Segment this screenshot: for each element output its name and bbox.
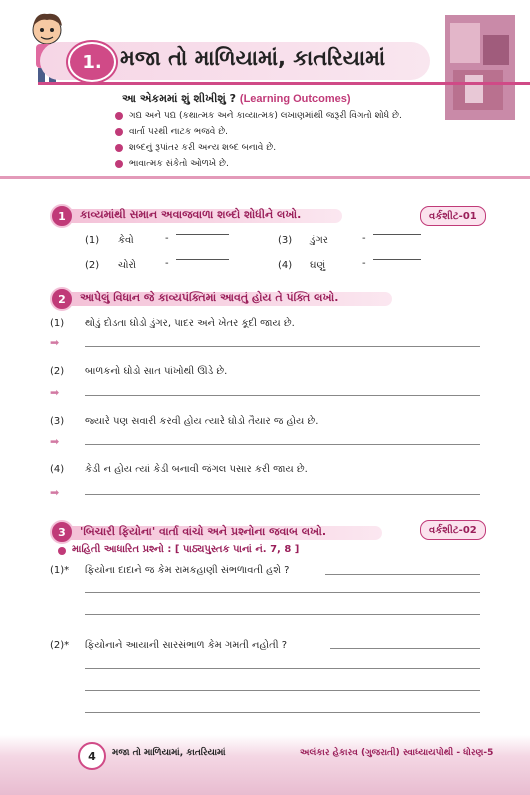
dash: -	[362, 258, 366, 269]
answer-line[interactable]	[330, 648, 480, 649]
question-text: ફિયોનાને આયાની સારસંભાળ કેમ ગમતી નહોતી ?	[85, 640, 288, 651]
question-text: ફિયોના દાદાને જ કેમ રામકહાણી સંભળાવતી હશે ?	[85, 565, 290, 576]
section-2-number: 2	[50, 287, 74, 311]
rhyme-word: ઘણું	[310, 260, 326, 271]
answer-line[interactable]	[85, 346, 480, 347]
section-2-title: આપેલું વિધાન જે કાવ્યપંક્તિમાં આવતું હોય તે પંક્તિ લખો.	[80, 291, 339, 304]
chapter-number-badge: 1.	[68, 42, 116, 82]
section-3-number: 3	[50, 520, 74, 544]
item-number: (2)	[50, 366, 65, 377]
bullet-icon	[115, 144, 123, 152]
answer-line[interactable]	[85, 614, 480, 615]
answer-line	[373, 234, 421, 235]
answer-line[interactable]	[85, 690, 480, 691]
sub-heading: માહિતી આધારિત પ્રશ્નો : [ પાઠ્યપુસ્તક પાનાં નં. 7, 8 ]	[72, 544, 300, 555]
answer-line[interactable]	[85, 395, 480, 396]
answer-line[interactable]	[85, 668, 480, 669]
learning-outcome-item: શબ્દનું રૂપાંતર કરી અન્ય શબ્દ બનાવે છે.	[115, 143, 276, 153]
learning-outcome-item: વાર્તા પરથી નાટક ભજવે છે.	[115, 127, 228, 137]
question-number: (1)*	[50, 565, 70, 576]
answer-line[interactable]	[85, 494, 480, 495]
answer-line[interactable]	[85, 444, 480, 445]
learning-outcome-item: ગદ્ય અને પદ્ય (કથાત્મક અને કાવ્યાત્મક) લખાણમાંથી જરૂરી વિગતો શોધે છે.	[115, 111, 402, 121]
rhyme-word: ડુંગર	[310, 235, 328, 246]
answer-line	[176, 259, 229, 260]
chapter-title: મજા તો માળિયામાં, કાતરિયામાં	[120, 46, 386, 70]
worksheet-02-tag: વર્કશીટ-02	[420, 520, 486, 540]
header-divider	[38, 82, 530, 85]
arrow-icon: ➡	[50, 435, 60, 448]
chapter-photo	[445, 15, 515, 120]
bullet-icon	[115, 112, 123, 120]
answer-line	[176, 234, 229, 235]
worksheet-01-tag: વર્કશીટ-01	[420, 206, 486, 226]
arrow-icon: ➡	[50, 386, 60, 399]
arrow-icon: ➡	[50, 486, 60, 499]
item-number: (2)	[85, 260, 100, 271]
page-footer	[0, 735, 530, 795]
footer-book-title: અલંકાર હેકારવ (ગુજરાતી) સ્વાધ્યાયપોથી - ધોરણ-5	[300, 748, 494, 758]
item-number: (3)	[50, 416, 65, 427]
dash: -	[165, 233, 169, 244]
item-number: (1)	[85, 235, 100, 246]
bullet-icon	[115, 160, 123, 168]
answer-line	[373, 259, 421, 260]
item-number: (4)	[278, 260, 293, 271]
statement-text: જ્યારે પણ સવારી કરવી હોય ત્યારે ઘોડો તૈયાર જ હોય છે.	[85, 416, 319, 427]
statement-text: બાળકનો ઘોડો સાત પાંખોથી ઊડે છે.	[85, 366, 228, 377]
statement-text: થોડું દોડતા ઘોડો ડુંગર, પાદર અને ખેતર કૂદી જાય છે.	[85, 318, 295, 329]
section-1-number: 1	[50, 204, 74, 228]
learning-outcomes-heading: આ એકમમાં શું શીખીશું ? (Learning Outcomes)	[122, 92, 351, 105]
bullet-icon	[115, 128, 123, 136]
section-3-title: 'બિચારી ફિયોના' વાર્તા વાંચો અને પ્રશ્નોના જવાબ લખો.	[80, 525, 327, 538]
arrow-icon: ➡	[50, 336, 60, 349]
rhyme-word: કેવો	[118, 235, 134, 246]
statement-text: કેડી ન હોય ત્યાં કેડી બનાવી જંગલ પસાર કરી જાય છે.	[85, 464, 308, 475]
item-number: (3)	[278, 235, 293, 246]
section-1-title: કાવ્યમાંથી સમાન અવાજવાળા શબ્દો શોધીને લખો.	[80, 208, 302, 221]
dash: -	[362, 233, 366, 244]
page-number: 4	[78, 742, 106, 770]
bullet-icon	[58, 547, 66, 555]
dash: -	[165, 258, 169, 269]
answer-line[interactable]	[325, 574, 480, 575]
section-divider	[0, 176, 530, 179]
item-number: (1)	[50, 318, 65, 329]
footer-chapter-title: મજા તો માળિયામાં, કાતરિયામાં	[112, 748, 226, 758]
item-number: (4)	[50, 464, 65, 475]
answer-line[interactable]	[85, 592, 480, 593]
question-number: (2)*	[50, 640, 70, 651]
rhyme-word: ચોરો	[118, 260, 137, 271]
learning-outcome-item: ભાવાત્મક સંકેતો ઓળખે છે.	[115, 159, 229, 169]
answer-line[interactable]	[85, 712, 480, 713]
